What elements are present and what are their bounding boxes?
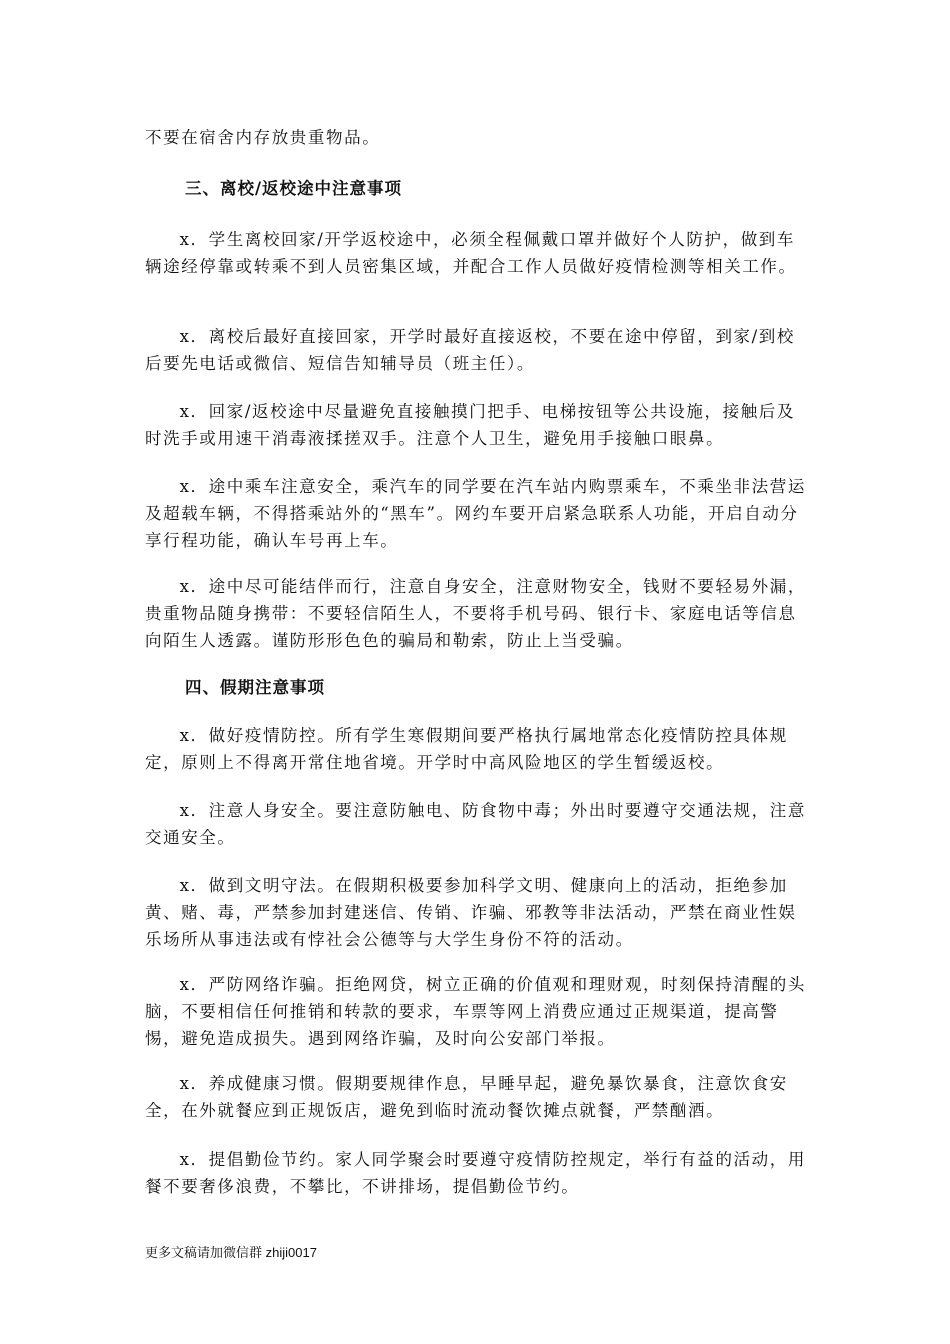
footer-note: 更多文稿请加微信群 zhiji0017 (145, 1245, 317, 1260)
section-3-item-1: x．学生离校回家/开学返校途中，必须全程佩戴口罩并做好个人防护，做到车辆途经停靠或转乘不到人员密集区域，并配合工作人员做好疫情检测等相关工作。 (145, 230, 797, 276)
section-3-item-2: x．离校后最好直接回家，开学时最好直接返校，不要在途中停留，到家/到校后要先电话或微信、短信告知辅导员（班主任）。 (145, 327, 796, 373)
section-3-heading: 三、离校/返校途中注意事项 (185, 179, 403, 198)
section-4-item-6: x．提倡勤俭节约。家人同学聚会时要遵守疫情防控规定，举行有益的活动，用餐不要奢侈浪费，不攀比，不讲排场，提倡勤俭节约。 (145, 1150, 806, 1196)
section-4-item-5: x．养成健康习惯。假期要规律作息，早睡早起，避免暴饮暴食，注意饮食安全，在外就餐应到正规饭店，避免到临时流动餐饮摊点就餐，严禁酗酒。 (145, 1074, 788, 1120)
section-3-item-4: x．途中乘车注意安全，乘汽车的同学要在汽车站内购票乘车，不乘坐非法营运及超载车辆，不得搭乘站外的“黑车”。网约车要开启紧急联系人功能，开启自动分享行程功能，确认车号再上车。 (145, 477, 806, 550)
section-4-item-4: x．严防网络诈骗。拒绝网贷，树立正确的价值观和理财观，时刻保持清醒的头脑，不要相信任何推销和转款的要求，车票等网上消费应通过正规渠道，提高警惕，避免造成损失。遇到网络诈骗，及时向公安部门举报。 (145, 975, 806, 1048)
section-3-item-3: x．回家/返校途中尽量避免直接触摸门把手、电梯按钮等公共设施，接触后及时洗手或用速干消毒液揉搓双手。注意个人卫生，避免用手接触口眼鼻。 (145, 402, 796, 448)
intro-paragraph-tail: 不要在宿舍内存放贵重物品。 (145, 128, 381, 147)
section-3-item-5: x．途中尽可能结伴而行，注意自身安全，注意财物安全，钱财不要轻易外漏，贵重物品随身携带：不要轻信陌生人，不要将手机号码、银行卡、家庭电话等信息向陌生人透露。谨防形形色色的骗局和勒索，防止上当受骗。 (145, 577, 806, 650)
section-4-item-1: x．做好疫情防控。所有学生寒假期间要严格执行属地常态化疫情防控具体规定，原则上不得离开常住地省境。开学时中高风险地区的学生暂缓返校。 (145, 726, 788, 772)
section-4-item-3: x．做到文明守法。在假期积极要参加科学文明、健康向上的活动，拒绝参加黄、赌、毒，严禁参加封建迷信、传销、诈骗、邪教等非法活动，严禁在商业性娱乐场所从事违法或有悖社会公德等与大学生身份不符的活动。 (145, 876, 797, 949)
section-4-item-2: x．注意人身安全。要注意防触电、防食物中毒；外出时要遵守交通法规，注意交通安全。 (145, 801, 806, 847)
section-4-heading: 四、假期注意事项 (185, 678, 325, 697)
